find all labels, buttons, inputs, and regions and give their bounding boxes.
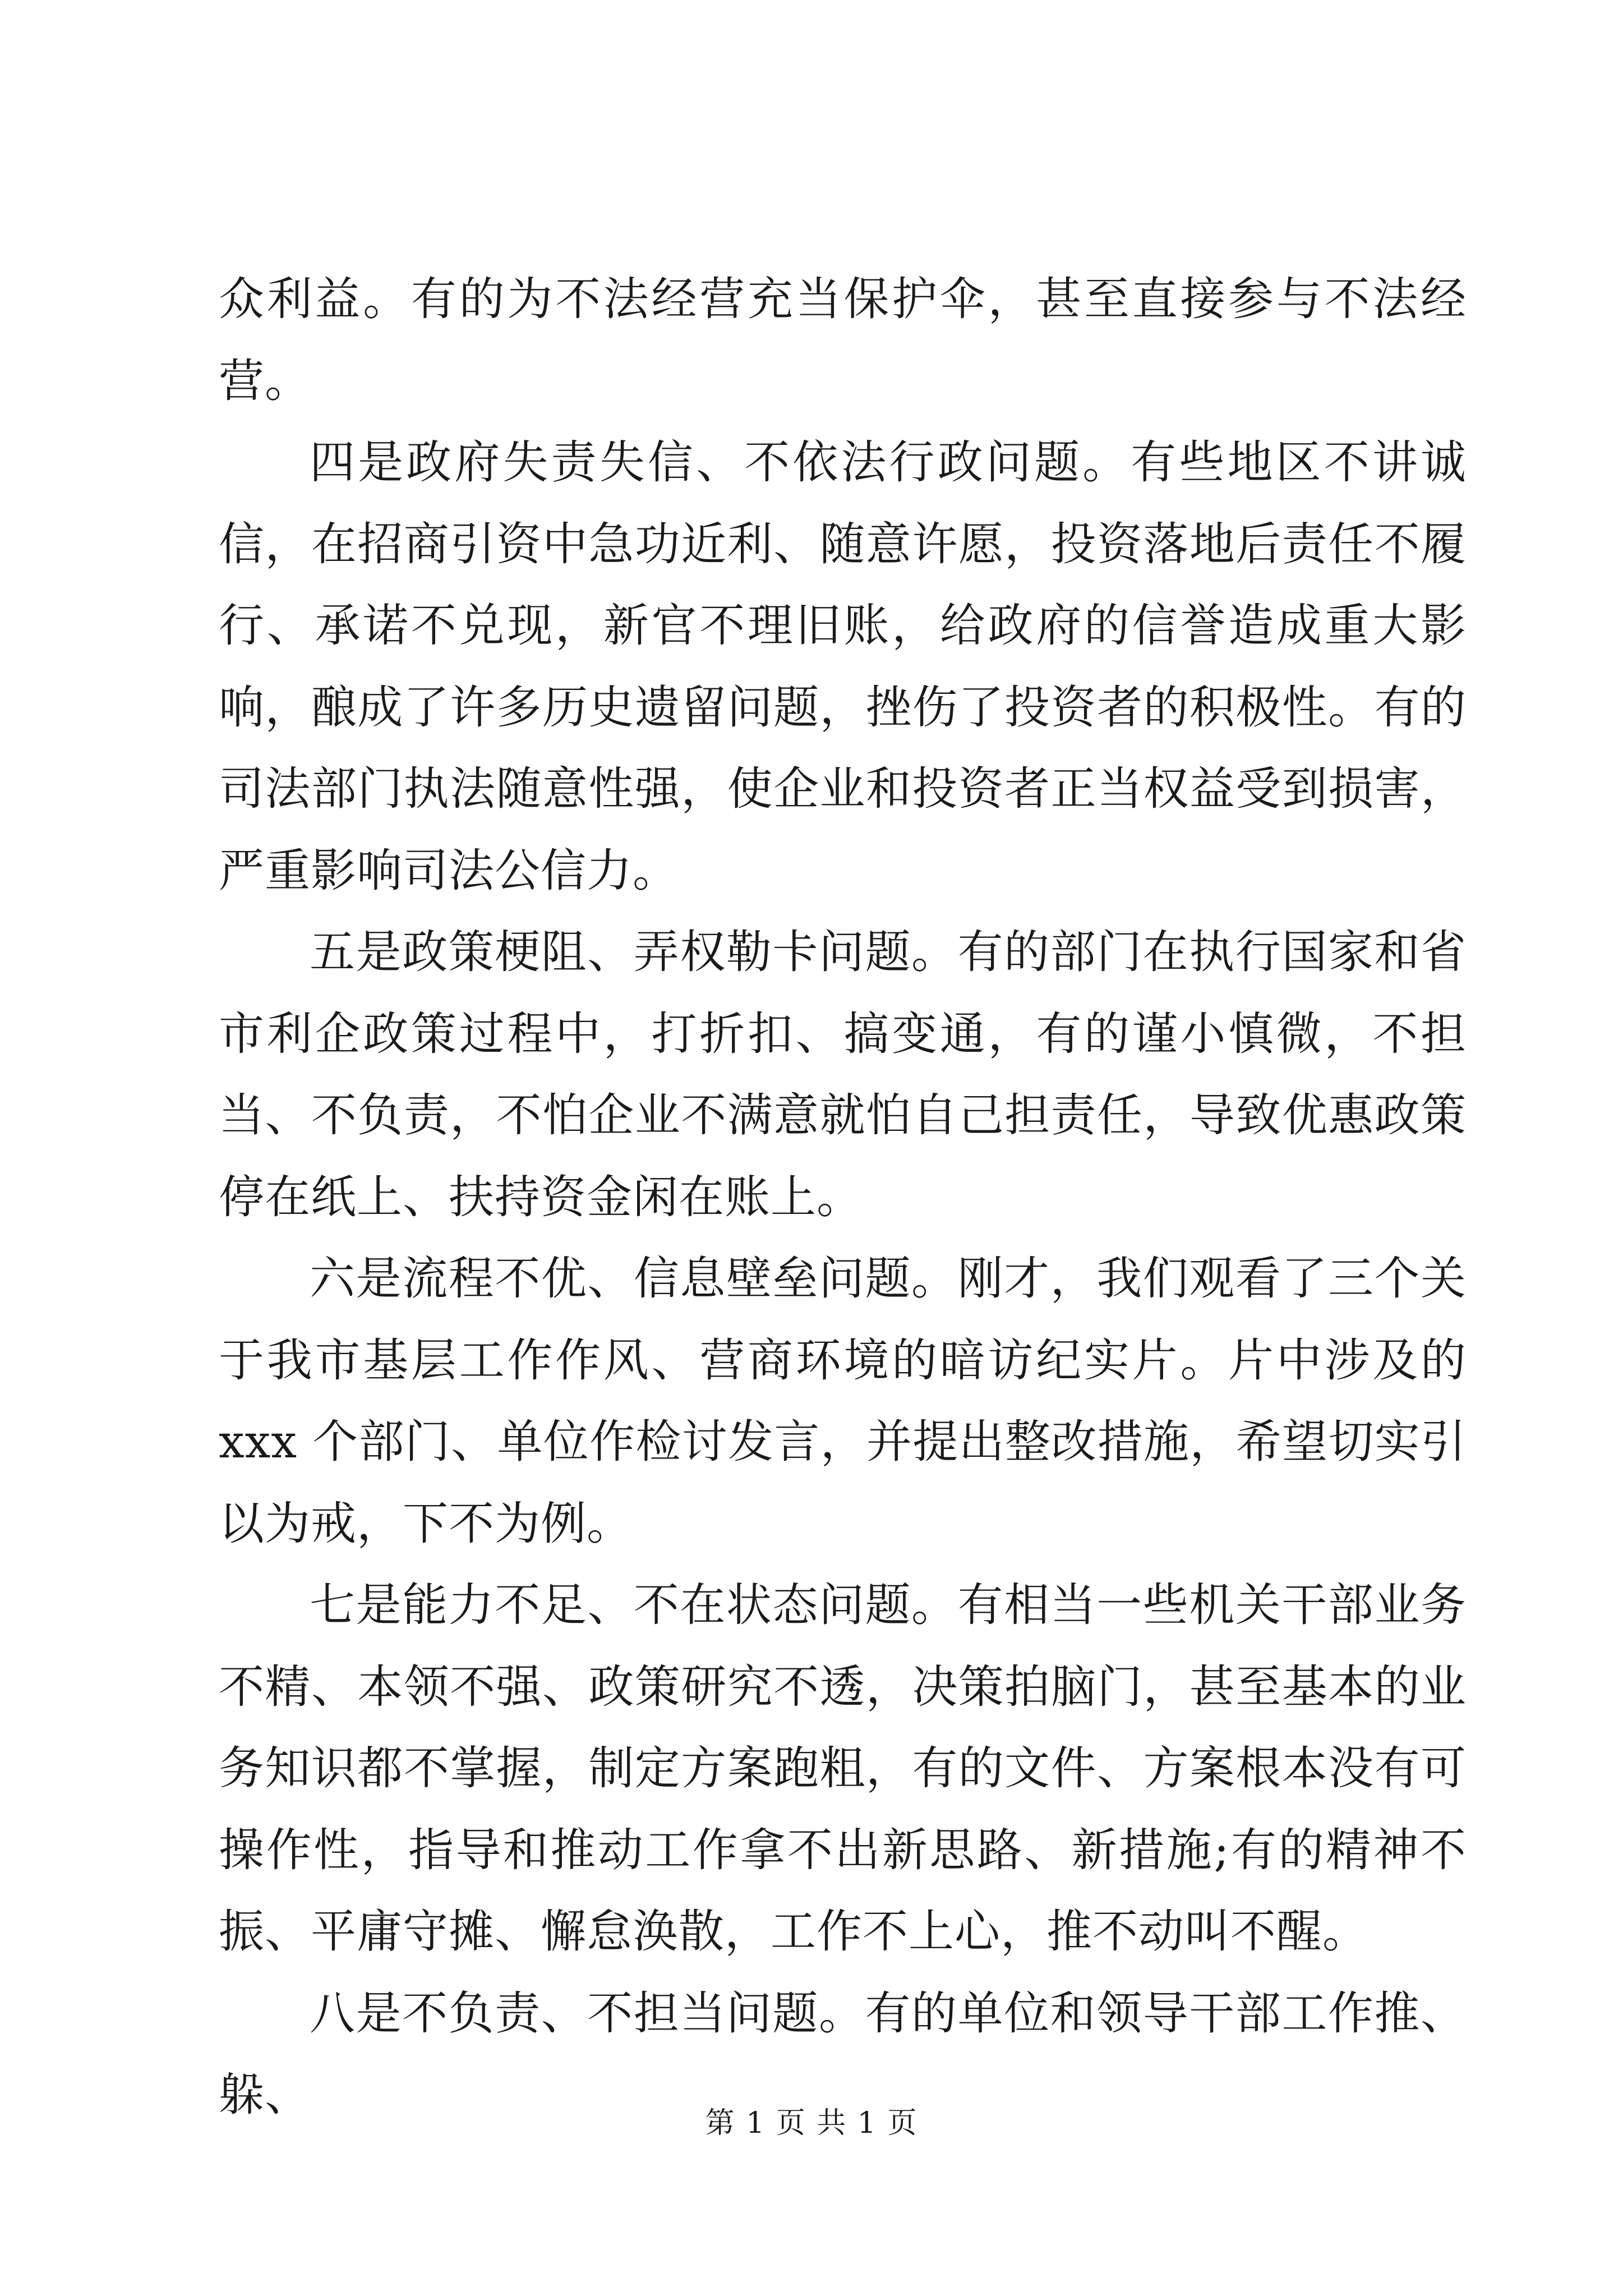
paragraph-3: 五是政策梗阻、弄权勒卡问题。有的部门在执行国家和省市利企政策过程中，打折扣、搞变通，有的谨小慎微，不担当、不负责，不怕企业不满意就怕自己担责任，导致优惠政策停在纸上、扶持资金闲在账上。 <box>219 926 1467 1224</box>
page-footer: 第 1 页 共 1 页 <box>705 2106 918 2140</box>
paragraph-4: 六是流程不优、信息壁垒问题。刚才，我们观看了三个关于我市基层工作作风、营商环境的暗访纪实片。片中涉及的 xxx 个部门、单位作检讨发言，并提出整改措施，希望切实引以为戒，下不为例。 <box>219 1253 1467 1550</box>
paragraph-1: 众利益。有的为不法经营充当保护伞，甚至直接参与不法经营。 <box>219 273 1467 408</box>
document-body <box>219 259 1467 2137</box>
paragraph-5: 七是能力不足、不在状态问题。有相当一些机关干部业务不精、本领不强、政策研究不透，决策拍脑门，甚至基本的业务知识都不掌握，制定方案跑粗，有的文件、方案根本没有可操作性，指导和推动工作拿不出新思路、新措施;有的精神不振、平庸守摊、懈怠涣散，工作不上心，推不动叫不醒。 <box>219 1579 1467 1958</box>
paragraph-6: 八是不负责、不担当问题。有的单位和领导干部工作推、躲、 <box>219 1987 1467 2122</box>
paragraph-2: 四是政府失责失信、不依法行政问题。有些地区不讲诚信，在招商引资中急功近利、随意许愿，投资落地后责任不履行、承诺不兑现，新官不理旧账，给政府的信誉造成重大影响，酿成了许多历史遗留问题，挫伤了投资者的积极性。有的司法部门执法随意性强，使企业和投资者正当权益受到损害，严重影响司法公信力。 <box>219 436 1467 898</box>
